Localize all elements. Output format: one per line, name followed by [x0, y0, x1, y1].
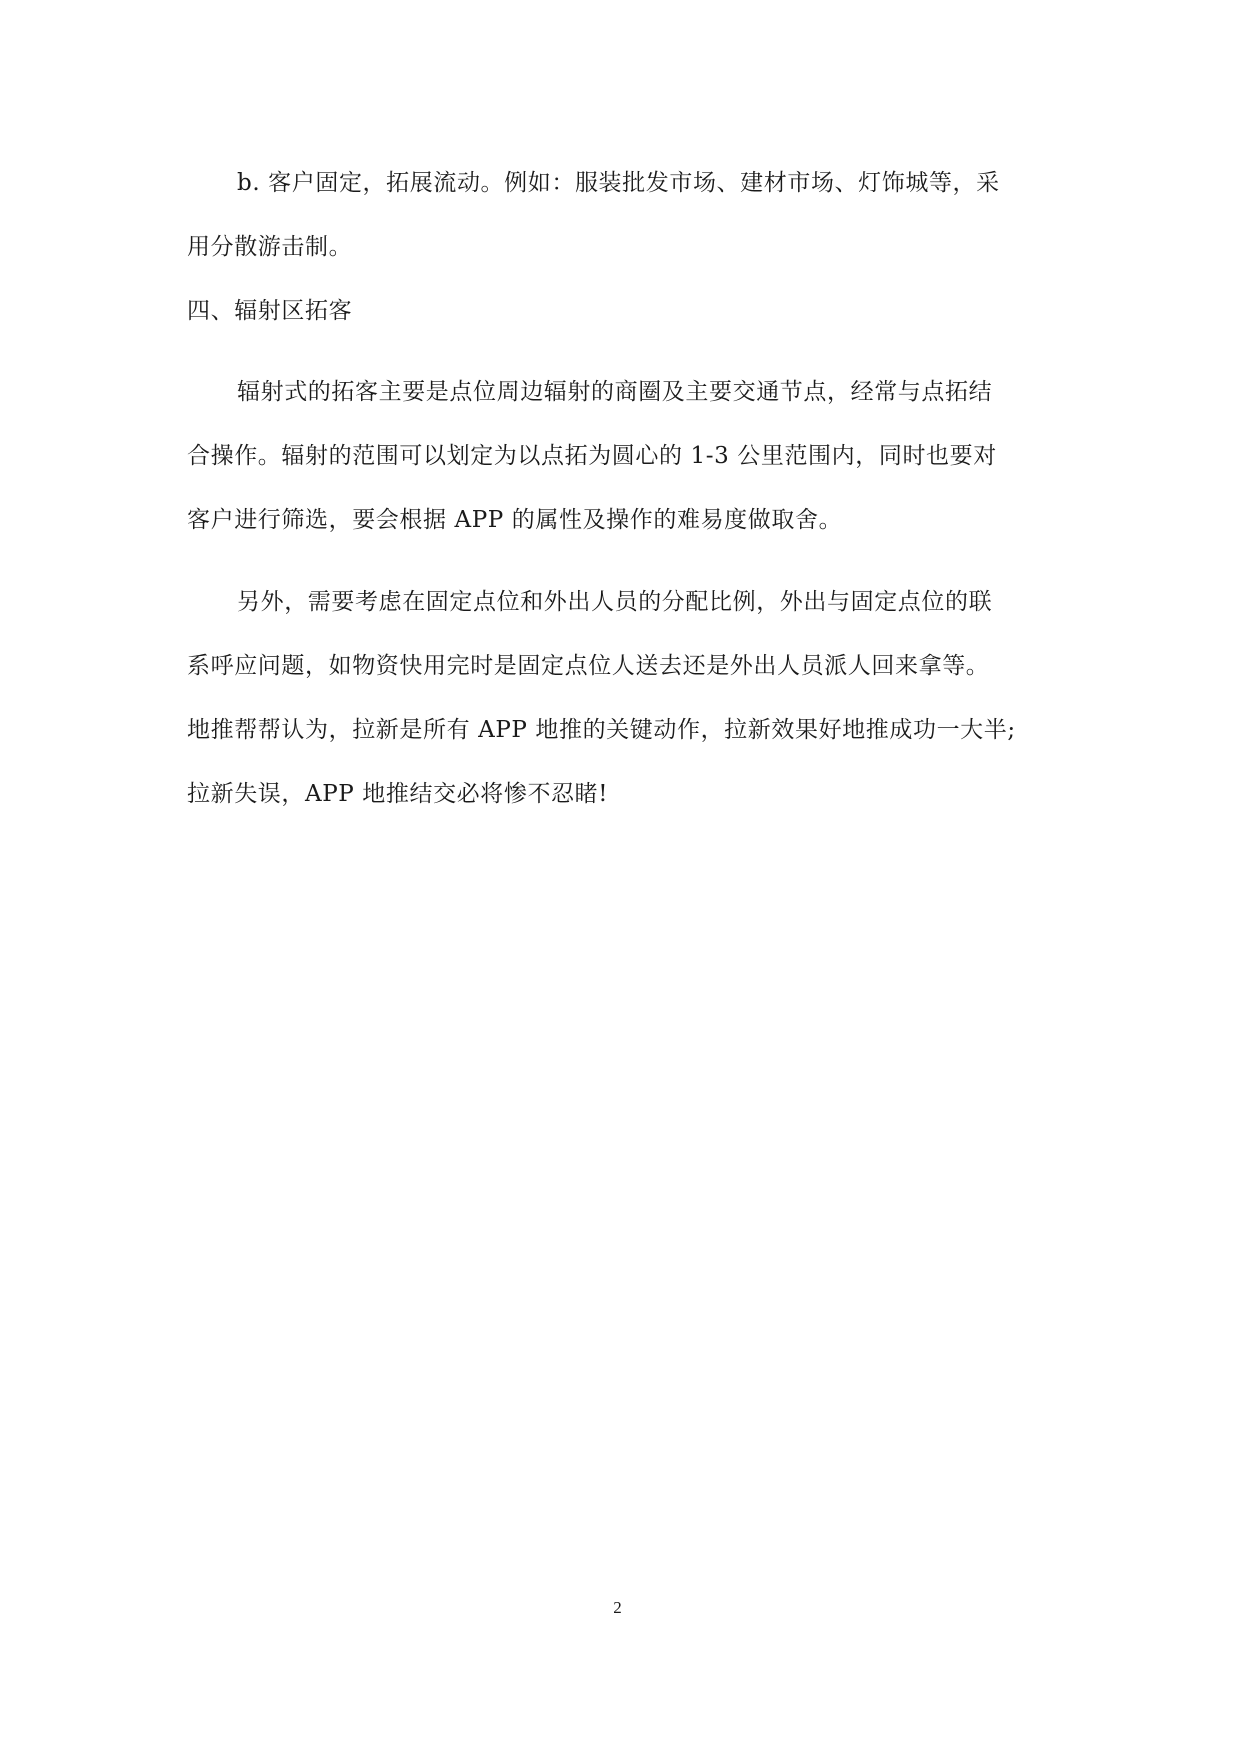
page-number: 2 — [613, 1598, 622, 1617]
paragraph-other-line-3: 地推帮帮认为，拉新是所有 APP 地推的关键动作，拉新效果好地推成功一大半; — [187, 717, 1016, 743]
paragraph-b-line-2: 用分散游击制。 — [187, 234, 353, 260]
section-heading: 四、辐射区拓客 — [187, 298, 353, 324]
paragraph-other-line-4: 拉新失误，APP 地推结交必将惨不忍睹! — [187, 781, 609, 807]
paragraph-other-line-2: 系呼应问题，如物资快用完时是固定点位人送去还是外出人员派人回来拿等。 — [187, 653, 990, 679]
paragraph-b-line-1: b. 客户固定，拓展流动。例如：服装批发市场、建材市场、灯饰城等，采 — [237, 170, 1000, 196]
paragraph-radiation-line-3: 客户进行筛选，要会根据 APP 的属性及操作的难易度做取舍。 — [187, 507, 843, 533]
paragraph-radiation-line-1: 辐射式的拓客主要是点位周边辐射的商圈及主要交通节点，经常与点拓结 — [237, 379, 993, 405]
paragraph-other-line-1: 另外，需要考虑在固定点位和外出人员的分配比例，外出与固定点位的联 — [237, 589, 993, 615]
paragraph-radiation-line-2: 合操作。辐射的范围可以划定为以点拓为圆心的 1-3 公里范围内，同时也要对 — [187, 443, 997, 469]
